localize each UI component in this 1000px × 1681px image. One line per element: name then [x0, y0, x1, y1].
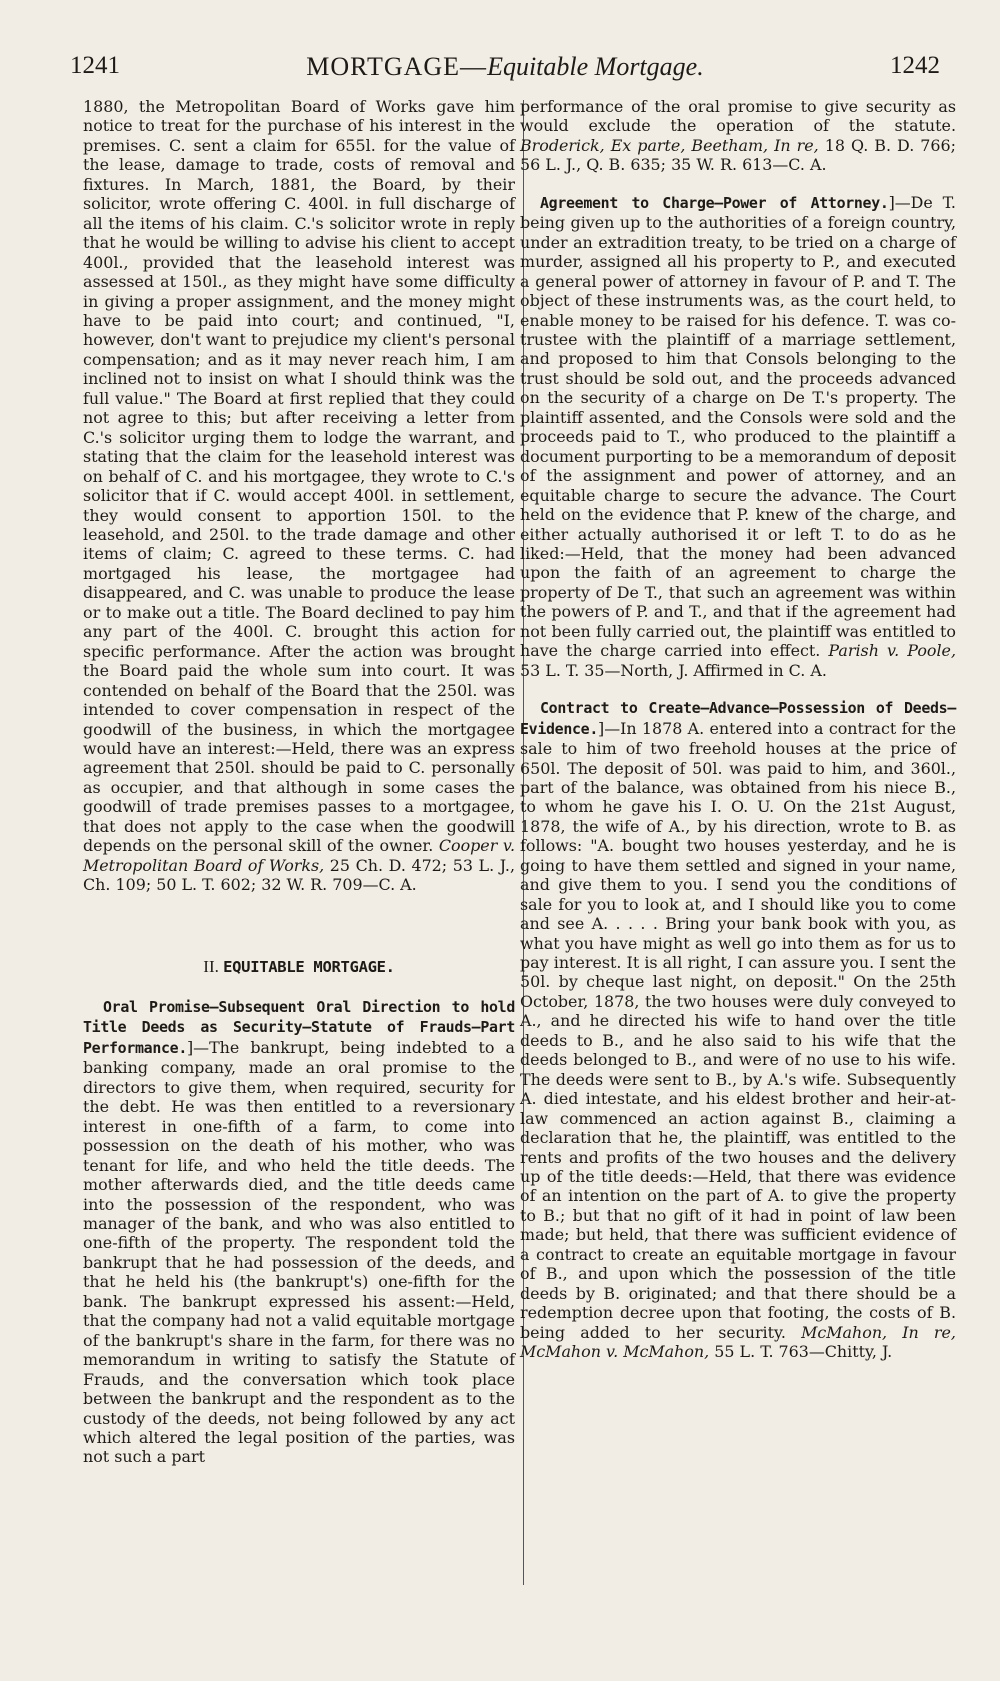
running-title: [70, 52, 940, 82]
right-p3-citation: 55 L. T. 763—Chitty, J.: [714, 1342, 893, 1362]
left-paragraph-1: [83, 97, 515, 895]
left-p1-case-name: Cooper v. Metropolitan Board of Works,: [83, 836, 515, 875]
right-p3-heading: Contract to Create—Advance—Possession of Deeds—Evidence.: [520, 699, 956, 738]
right-paragraph-2: [520, 193, 956, 680]
page-number-right: 1242: [890, 52, 940, 79]
running-header: [70, 52, 940, 92]
right-column: [520, 97, 956, 1362]
running-title-sub: Equitable Mortgage.: [487, 52, 704, 81]
right-p3-body: ]—In 1878 A. entered into a contract for the sale to him of two freehold houses at the price of 650l. The deposit of 50l. was paid to him, and 360l., part of the balance, was obtained from his niece B., to whom he gave his I. O. U. On the 21st August, 1878, the wife of A., by his direction, wrote to B. as follows: "A. bought two houses yesterday, and he is going to have them settled and signed in your name, and give them to you. I send you the conditions of sale for you to look at, and I should like you to come and see A. . . . . Bring your bank book with you, as what you have might as well go into them as for us to pay interest. It is all right, I can assure you. I sent the 50l. by cheque last night, on deposit." On the 25th October, 1878, the two houses were duly conveyed to A., and he directed his wife to hand over the title deeds to B., and he also said to his wife that the deeds belonged to B., and were of no use to his wife. The deeds were sent to B., by A.'s wife. Subsequently A. died intestate, and his eldest brother and heir-at-law commenced an action against B., claiming a declaration that he, the plaintiff, was entitled to the rents and profits of the two houses and the delivery up of the title deeds:—Held, that there was evidence of an intention on the part of A. to give the property to B.; but that no gift of it had in point of law been made; but held, that there was sufficient evidence of a contract to create an equitable mortgage in favour of B., and upon which the possession of the title deeds by B. originated; and that there should be a redemption decree upon that footing, the costs of B. being added to her security.: [520, 718, 956, 1342]
left-p1-citation: 25 Ch. D. 472; 53 L. J., Ch. 109; 50 L. T. 602; 32 W. R. 709—C. A.: [83, 855, 515, 895]
section-title: EQUITABLE MORTGAGE.: [223, 957, 395, 976]
right-paragraph-1: [520, 97, 956, 175]
right-p3-case-name: McMahon, In re, McMahon v. McMahon,: [520, 1322, 956, 1362]
right-p1-citation: 18 Q. B. D. 766; 56 L. J., Q. B. 635; 35 W. R. 613—C. A.: [520, 135, 956, 175]
right-p1-body: performance of the oral promise to give security as would exclude the operation of the statute.: [520, 97, 956, 136]
page-number-left: 1241: [70, 52, 120, 79]
right-p2-case-name: Parish v. Poole,: [828, 641, 956, 661]
section-heading: [83, 957, 515, 977]
right-p2-body: ]—De T. being given up to the authorities of a foreign country, under an extradition treaty, to be tried on a charge of murder, assigned all his property to P., and executed a general power of attorney in favour of P. and T. The object of these instruments was, as the court held, to enable money to be raised for his defence. T. was co-trustee with the plaintiff of a marriage settlement, and proposed to him that Consols belonging to the trust should be sold out, and the proceeds advanced on the security of a charge on De T.'s property. The plaintiff assented, and the Consols were sold and the proceeds paid to T., who produced to the plaintiff a document purporting to be a memorandum of deposit of the assignment and power of attorney, and an equitable charge to secure the advance. The Court held on the evidence that P. knew of the charge, and either actually authorised it or left T. to do as he liked:—Held, that the money had been advanced upon the faith of an agreement to charge the property of De T., that such an agreement was within the powers of P. and T., and that if the agreement had not been fully carried out, the plaintiff was entitled to have the charge carried into effect.: [520, 192, 956, 661]
left-p2-body: ]—The bankrupt, being indebted to a banking company, made an oral promise to the directors to give them, when required, security for the debt. He was then entitled to a reversionary interest in one-fifth of a farm, to come into possession on the death of his mother, who was tenant for life, and who held the title deeds. The mother afterwards died, and the title deeds came into the possession of the respondent, who was manager of the bank, and who was also entitled to one-fifth of the property. The respondent told the bankrupt that he had possession of the deeds, and that he held his (the bankrupt's) one-fifth for the bank. The bankrupt expressed his assent:—Held, that the company had not a valid equitable mortgage of the bankrupt's share in the farm, for there was no memorandum in writing to satisfy the Statute of Frauds, and the conversation which took place between the bankrupt and the respondent as to the custody of the deeds, not being followed by any act which altered the legal position of the parties, was not such a part: [83, 1037, 515, 1467]
right-paragraph-3: [520, 698, 956, 1361]
spacer: [520, 175, 956, 193]
left-column: [83, 97, 515, 1467]
left-p1-body: 1880, the Metropolitan Board of Works gave him notice to treat for the purchase of his interest in the premises. C. sent a claim for 655l. for the value of the lease, damage to trade, costs of removal and fixtures. In March, 1881, the Board, by their solicitor, wrote offering C. 400l. in full discharge of all the items of his claim. C.'s solicitor wrote in reply that he would be willing to advise his client to accept 400l., provided that the leasehold interest was assessed at 150l., as they might have some difficulty in giving a proper assignment, and the money might have to be paid into court; and continued, "I, however, don't want to prejudice my client's personal compensation; and as it may never reach him, I am inclined not to insist on what I should think was the full value." The Board at first replied that they could not agree to this; but after receiving a letter from C.'s solicitor urging them to lodge the warrant, and stating that the claim for the leasehold interest was on behalf of C. and his mortgagee, they wrote to C.'s solicitor that if C. would accept 400l. in settlement, they would consent to apportion 150l. to the leasehold, and 250l. to the trade damage and other items of claim; C. agreed to these terms. C. had mortgaged his lease, the mortgagee had disappeared, and C. was unable to produce the lease or to make out a title. The Board declined to pay him any part of the 400l. C. brought this action for specific performance. After the action was brought the Board paid the whole sum into court. It was contended on behalf of the Board that the 250l. was intended to cover compensation in respect of the goodwill of the business, in which the mortgagee would have an interest:—Held, there was an express agreement that 250l. should be paid to C. personally as occupier, and that although in some cases the goodwill of trade premises passes to a mortgagee, that does not apply to the case when the goodwill depends on the personal skill of the owner.: [83, 97, 515, 856]
left-p2-heading: Oral Promise—Subsequent Oral Direction to hold Title Deeds as Security—Statute of Frauds—Part Performance.: [83, 998, 515, 1057]
right-p2-heading: Agreement to Charge—Power of Attorney.: [540, 193, 889, 212]
right-p2-citation: 53 L. T. 35—North, J. Affirmed in C. A.: [520, 660, 827, 680]
right-p1-case-name: Broderick, Ex parte, Beetham, In re,: [520, 135, 819, 155]
spacer: [520, 680, 956, 698]
running-title-main: MORTGAGE—: [306, 52, 488, 81]
section-number: II.: [203, 956, 219, 976]
left-paragraph-2: [83, 997, 515, 1467]
